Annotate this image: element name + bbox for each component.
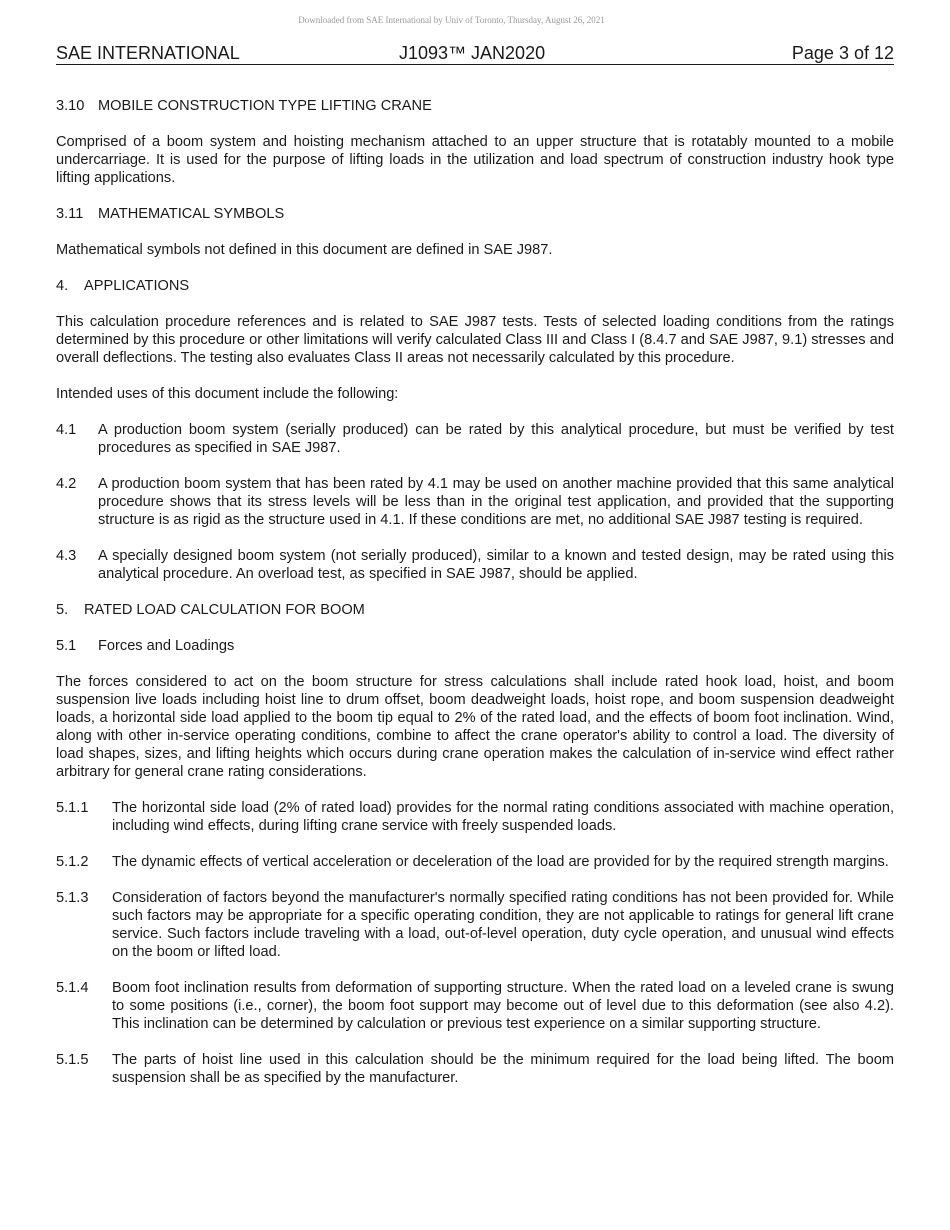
section-4-heading — [56, 277, 894, 295]
section-title: RATED LOAD CALCULATION FOR BOOM — [84, 602, 365, 618]
item-number: 4.1 — [56, 422, 77, 438]
document-body — [56, 97, 894, 1105]
item-number: 4.3 — [56, 548, 77, 564]
section-title: MATHEMATICAL SYMBOLS — [98, 206, 285, 222]
section-4-intro: Intended uses of this document include the following: — [56, 386, 399, 402]
list-item-4-1 — [56, 421, 894, 457]
section-5-heading — [56, 601, 894, 619]
item-number: 5.1.3 — [56, 890, 89, 906]
header-page-number: Page 3 of 12 — [791, 43, 894, 63]
section-3-10-heading — [56, 97, 894, 115]
item-text: Boom foot inclination results from deformation of supporting structure. When the rated load on a leveled crane is swung to some positions (i.e., corner), the boom foot support may become out of level due to this deformation (see also 4.2). This inclination can be determined by calculation or previous test experience on a similar supporting structure. — [112, 980, 894, 1032]
item-number: 5.1.4 — [56, 980, 89, 996]
item-text: A production boom system (serially produced) can be rated by this analytical procedure, but must be verified by test procedures as specified in SAE J987. — [98, 422, 894, 456]
section-title: Forces and Loadings — [98, 638, 235, 654]
list-item-4-2 — [56, 475, 894, 529]
section-4-body: This calculation procedure references and is related to SAE J987 tests. Tests of selected loading conditions from the ratings determined by this procedure or other limitations will verify calculated Class III and Class I (8.4.7 and SAE J987, 9.1) stresses and overall deflections. The testing also evaluates Class II areas not necessarily calculated by this procedure. — [56, 314, 894, 366]
list-item-5-1-5 — [56, 1051, 894, 1087]
header-org: SAE INTERNATIONAL — [56, 43, 240, 63]
item-number: 4.2 — [56, 476, 77, 492]
list-item-5-1-1 — [56, 799, 894, 835]
item-text: Consideration of factors beyond the manufacturer's normally specified rating conditions has not been provided for. While such factors may be appropriate for a specific operating condition, they are not applicable to ratings for general lift crane service. Such factors include traveling with a load, out-of-level operation, duty cycle operation, and unusual wind effects on the boom or lifted load. — [112, 890, 894, 960]
header-doc-id: J1093™ JAN2020 — [399, 43, 546, 63]
item-text: A specially designed boom system (not serially produced), similar to a known and tested design, may be rated using this analytical procedure. An overload test, as specified in SAE J987, should be applied. — [98, 548, 894, 582]
section-3-11-body: Mathematical symbols not defined in this document are defined in SAE J987. — [56, 242, 553, 258]
section-number: 3.10 — [56, 98, 85, 114]
section-number: 3.11 — [56, 206, 84, 222]
download-watermark: Downloaded from SAE International by Univ of Toronto, Thursday, August 26, 2021 — [298, 15, 605, 25]
item-text: The dynamic effects of vertical acceleration or deceleration of the load are provided for by the required strength margins. — [112, 854, 889, 870]
item-text: A production boom system that has been rated by 4.1 may be used on another machine provided that this same analytical procedure shows that its stress levels will be less than in the original test application, and provided that the supporting structure is as rigid as the structure used in 4.1. If these conditions are met, no additional SAE J987 testing is required. — [98, 476, 894, 528]
section-5-1-body: The forces considered to act on the boom structure for stress calculations shall include rated hook load, hoist, and boom suspension live loads including hoist line to drum offset, boom deadweight loads, hoist rope, and boom suspension deadweight loads, a horizontal side load applied to the boom tip equal to 2% of the rated load, and the effects of boom foot inclination. Wind, along with other in-service operating conditions, combine to affect the crane operator's ability to control a load. The diversity of load shapes, sizes, and lifting heights which occurs during crane operation makes the calculation of in-service wind effect rather arbitrary for general crane rating considerations. — [56, 674, 894, 780]
list-item-4-3 — [56, 547, 894, 583]
item-number: 5.1.5 — [56, 1052, 89, 1068]
section-5-1-heading — [56, 637, 894, 655]
page-header — [56, 43, 894, 65]
section-title: APPLICATIONS — [84, 278, 190, 294]
section-number: 5.1 — [56, 638, 77, 654]
section-title: MOBILE CONSTRUCTION TYPE LIFTING CRANE — [98, 98, 432, 114]
section-number: 4. — [56, 278, 69, 294]
list-item-5-1-4 — [56, 979, 894, 1033]
item-number: 5.1.2 — [56, 854, 89, 870]
list-item-5-1-2 — [56, 853, 894, 871]
section-3-11-heading — [56, 205, 894, 223]
item-number: 5.1.1 — [56, 800, 89, 816]
list-item-5-1-3 — [56, 889, 894, 961]
item-text: The parts of hoist line used in this calculation should be the minimum required for the load being lifted. The boom suspension shall be as specified by the manufacturer. — [112, 1052, 894, 1086]
item-text: The horizontal side load (2% of rated load) provides for the normal rating conditions associated with machine operation, including wind effects, during lifting crane service with freely suspended loads. — [112, 800, 894, 834]
section-3-10-body: Comprised of a boom system and hoisting mechanism attached to an upper structure that is rotatably mounted to a mobile undercarriage. It is used for the purpose of lifting loads in the utilization and load spectrum of construction industry hook type lifting applications. — [56, 134, 894, 186]
section-number: 5. — [56, 602, 69, 618]
